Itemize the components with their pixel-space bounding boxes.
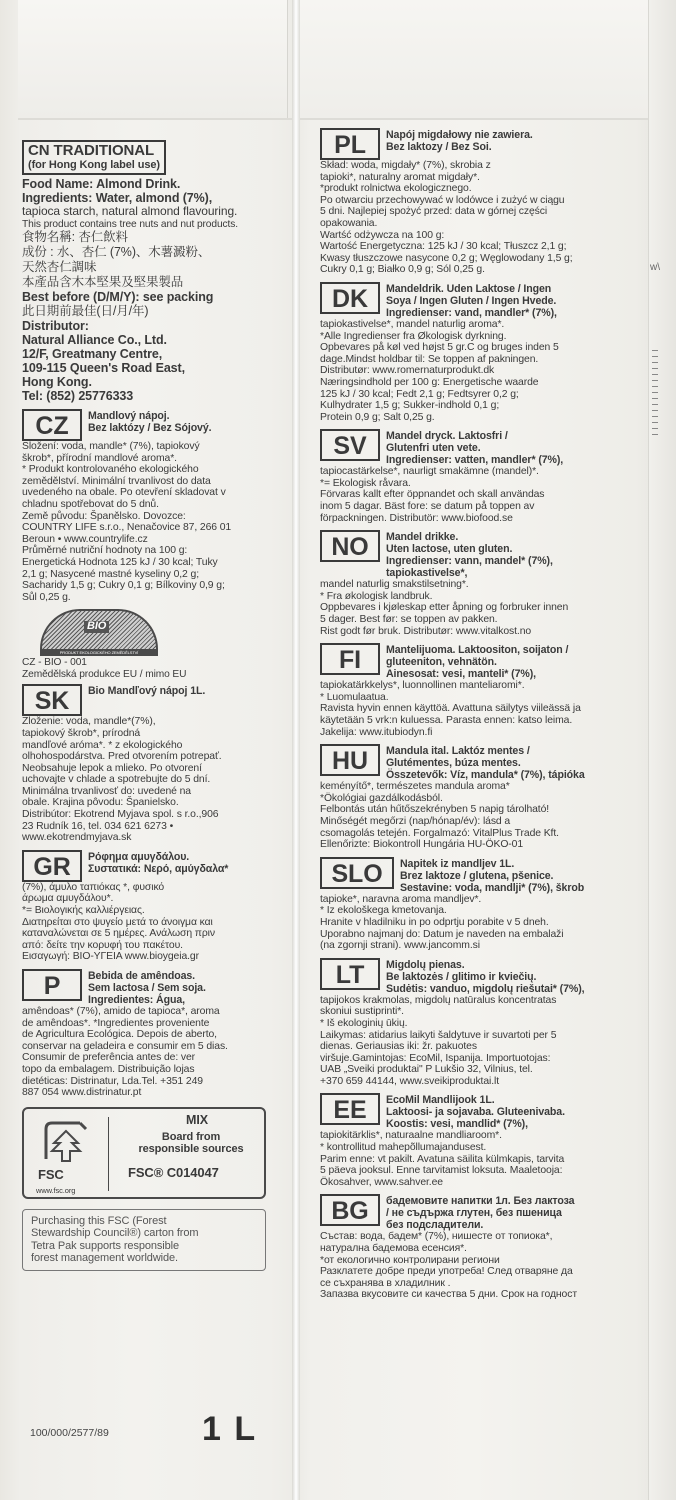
fsc-divider [108,1117,109,1191]
section-body [320,680,630,738]
language-code-box: LT [320,958,380,990]
hk-subtitle: (for Hong Kong label use) [28,159,160,171]
hk-allergen: This product contains tree nuts and nut products. [22,218,238,230]
body-line: Förvaras kallt efter öppnandet och skall användas [320,489,545,501]
carton-top-flap-left [18,0,288,118]
language-code-box: SV [320,429,380,461]
body-line: 2,1 g; Nasycené mastné kyseliny 0,2 g; [22,568,199,580]
section-header-text [386,429,563,466]
section-body [320,894,630,952]
body-line: Skład: woda, migdały* (7%), skrobia z [320,160,491,171]
section-body [320,466,630,524]
body-line: Sůl 0,25 g. [22,591,71,603]
fsc-logo-box [22,1107,266,1199]
body-line: skoniui sustiprinti*. [320,1006,404,1018]
header-line: Koostis: vesi, mandlid* (7%), [386,1118,528,1131]
body-line: Kulhydrater 1,5 g; Sukker-indhold 0,1 g; [320,400,500,412]
section-body [320,579,630,637]
body-line: Consumir de preferência antes de: ver [22,1052,196,1064]
hk-ingredients-cont: tapioca starch, natural almond flavouring. [22,204,238,218]
side-edge-ticks [652,350,658,440]
language-code-box: FI [320,643,380,675]
body-line: Запазва вкусовите си качества 5 дни. Срок на годност [320,1289,577,1301]
section-slo [320,857,630,952]
section-lt [320,958,630,1088]
hk-title: CN TRADITIONAL [28,142,155,159]
fsc-code: FSC® C014047 [128,1164,219,1180]
bio-code: CZ - BIO - 001 [22,657,87,669]
section-header [320,282,630,319]
header-line: Mandula ital. Laktóz mentes / [386,745,530,758]
fsc-note-line: Tetra Pak supports responsible [31,1239,180,1252]
section-no [320,530,630,637]
language-code-box: EE [320,1093,380,1125]
body-line: * kontrollitud mahepõllumajandusest. [320,1142,487,1154]
section-body [22,1006,284,1099]
header-line: Bez laktózy / Bez Sójový. [88,422,212,434]
body-line: * Produkt kontrolovaného ekologického [22,464,199,476]
header-line: Migdolų pienas. [386,958,465,971]
body-line: Laikymas: atidarius laikyti šaldytuve ir suvartoti per 5 [320,1029,557,1041]
section-body [320,1231,630,1301]
hk-best-before: Best before (D/M/Y): see packing [22,290,214,304]
body-line: από: δείτε την κορυφή του πακέτου. [22,939,183,951]
section-header [320,643,630,680]
body-line: tapioke*, naravna aroma mandljev*. [320,893,482,905]
body-line: 887 054 www.distrinatur.pt [22,1087,142,1099]
language-code-box: NO [320,530,380,562]
fsc-mix: MIX [186,1112,208,1127]
body-line: Průměrné nutriční hodnoty na 100 g: [22,545,188,557]
body-line: *Ökológiai gazdálkodásból. [320,792,443,804]
hk-distributor-line: 109-115 Queen's Road East, [22,361,185,375]
language-code-box: HU [320,744,380,776]
fsc-note [22,1209,266,1272]
section-body [320,160,630,276]
fsc-board-line: Board from [161,1130,221,1143]
body-line: 125 kJ / 30 kcal; Fedt 2,1 g; Fedtsyrer 0,2 g; [320,388,519,400]
section-sv [320,429,630,524]
header-line: gluteeniton, vehnätön. [386,656,497,669]
section-dk [320,282,630,423]
body-line: dage.Mindst holdbar til: Se toppen af pakningen. [320,353,539,365]
body-line: tapiokastivelse*, mandel naturlig aroma*. [320,318,505,330]
hk-distributor-line: Natural Alliance Co., Ltd. [22,333,167,347]
hk-distributor-line: Hong Kong. [22,375,92,389]
language-code-box: SLO [320,857,394,889]
body-line: Διατηρείται στο ψυγείο μετά το άνοιγμα και [22,916,213,928]
header-line: Ingredientes: Água, [88,994,185,1006]
body-line: Složení: voda, mandle* (7%), tapiokový [22,441,200,452]
hk-tel: Tel: (852) 25776333 [22,389,134,403]
body-line: Beroun • www.countrylife.cz [22,533,148,545]
section-gr [22,850,284,963]
fsc-note-line: Purchasing this FSC (Forest [31,1214,167,1227]
body-line: се съхранява в хладилник . [320,1277,451,1289]
body-line: uchovajte v chlade a spotrebujte do 5 dní. [22,774,211,786]
section-header [320,128,630,160]
section-bg [320,1194,630,1301]
body-line: tapiocastärkelse*, naurligt smakämne (mandel)*. [320,466,539,478]
carton-side-edge [648,0,676,1500]
body-line: tapijokos krakmolas, migdolų natūralus koncentratas [320,994,557,1006]
body-line: Състав: вода, бадем* (7%), нишесте от топиока*, [320,1231,553,1243]
header-line: Összetevők: Víz, mandula* (7%), tápióka [386,769,585,782]
fsc-board-line: responsible sources [138,1142,244,1155]
hk-cjk-ingredients: 成份 : 水、杏仁 (7%)、木薯澱粉、 [22,245,211,259]
header-line: Glutémentes, búza mentes. [386,757,521,770]
body-line: dienas. Geriausias iki: žr. pakuotes [320,1041,477,1053]
header-line: Laktoosi- ja sojavaba. Gluteenivaba. [386,1106,565,1119]
header-line: Bez laktozy / Bez Soi. [386,141,492,153]
body-line: tapiokový škrob*, prírodná [22,727,141,739]
section-header-text [88,684,205,697]
language-code-box: P [22,969,82,1001]
header-line: Napitek iz mandljev 1L. [400,857,515,870]
body-line: chladnu spotřebovat do 5 dnů. [22,498,159,510]
body-line: Hranite v hladilniku in po odprtju porabite v 5 dneh. [320,916,549,928]
body-line: (7%), άμυλο ταπιόκας *, φυσικό [22,881,165,893]
body-line: Felbontás után hűtőszekrényben 5 napig tárolható! [320,804,550,816]
body-line: škrob*, přírodní mandlové aroma*. [22,452,177,464]
header-line: Glutenfri uten vete. [386,442,481,455]
body-line: Ökosahver, www.sahver.ee [320,1176,443,1188]
body-line: olhohospodárstva. Pred otvorením potrepať. [22,751,222,763]
header-line: Brez laktoze / glutena, pšenice. [400,869,554,882]
body-line: www.ekotrendmyjava.sk [22,832,132,844]
header-line: Mandeldrik. Uden Laktose / Ingen [386,282,552,295]
section-body [320,1130,630,1188]
hk-cjk-name: 食物名稱: 杏仁飲料 [22,230,128,244]
body-line: * Luomulaatua. [320,691,389,703]
header-line: EcoMil Mandlijook 1L. [386,1094,495,1107]
body-line: *Alle Ingredienser fra Økologisk dyrkning. [320,330,507,342]
body-line: 5 dager. Best før: se toppen av pakken. [320,614,498,626]
section-pl [320,128,630,276]
header-line: Mandel dryck. Laktosfri / [386,430,508,443]
left-column [22,140,284,1271]
section-body [22,716,284,844]
body-line: 23 Rudník 16, tel. 034 621 6273 • [22,820,174,832]
body-line: dietéticas: Distrinatur, Lda.Tel. +351 249 [22,1075,203,1087]
body-line: Opbevares på køl ved højst 5 gr.C og bruges inden 5 [320,342,559,354]
section-header [320,857,630,894]
body-line: άρωμα αμυγδάλου*. [22,893,114,905]
language-code-box: GR [22,850,82,882]
body-line: opakowania. [320,217,378,229]
section-header [320,958,630,995]
body-line: COUNTRY LIFE s.r.o., Nenačovice 87, 266 01 [22,522,232,534]
language-code-box: BG [320,1194,380,1226]
body-line: Minimálna trvanlivosť do: uvedené na [22,785,191,797]
header-line: бадемовите напитки 1л. Без лактоза [386,1195,575,1208]
body-line: Jakelija: www.itubiodyn.fi [320,726,433,738]
bio-logo-arc [40,609,158,649]
header-line: Συστατικά: Νερό, αμύγδαλα* [88,862,229,875]
hk-label-box [22,140,166,175]
header-line: Ingredienser: vand, mandler* (7%), [386,306,557,319]
section-fi [320,643,630,738]
hk-ingredients: Ingredients: Water, almond (7%), [22,191,213,205]
body-line: *produkt rolnictwa ekologicznego. [320,183,472,195]
body-line: Neobsahuje lepok a mlieko. Po otvorení [22,762,202,774]
body-line: (na zgornji strani). www.jancomm.si [320,940,480,952]
bio-logo-text: BIO [84,621,109,633]
section-header [320,530,630,579]
fsc-url: www.fsc.org [36,1185,76,1195]
section-header-text [88,969,206,1006]
body-line: 5 päeva jooksul. Enne tarvitamist loksuta. Maaletooja: [320,1165,563,1177]
body-line: de amêndoas*. *Ingredientes proveniente [22,1017,210,1029]
fsc-label: FSC [38,1166,64,1182]
hk-distributor-line: 12/F, Greatmany Centre, [22,347,163,361]
body-line: Protein 0,9 g; Salt 0,25 g. [320,411,435,423]
section-header-text [386,530,630,579]
header-line: Napój migdałowy nie zawiera. [386,129,533,141]
section-header-text [88,409,212,434]
section-header [22,969,284,1006]
header-line: Be laktozės / glitimo ir kviečių. [386,970,537,983]
section-header [320,744,630,781]
body-line: * Fra økologisk landbruk. [320,590,433,602]
body-line: * Iz ekološkega kmetovanja. [320,905,447,917]
body-line: topo da embalagem. Distribuição lojas [22,1063,195,1075]
body-line: Wartość Energetyczna: 125 kJ / 30 kcal; Tłuszcz 2,1 g; [320,241,567,253]
body-line: inom 5 dagar. Bäst fore: se datum på toppen av [320,501,535,513]
section-body [320,995,630,1088]
volume-label: 1 L [202,1410,258,1448]
bio-band-text: PRODUKT EKOLOGICKÉHO ZEMĚDĚLSTVÍ [59,650,139,656]
body-line: Distributør: www.romernaturprodukt.dk [320,365,495,377]
body-line: mandľové aróma*. * z ekologického [22,739,183,751]
body-line: Næringsindhold per 100 g: Energetische waarde [320,376,539,388]
body-line: натурална бадемова есенсия*. [320,1243,467,1255]
body-line: *= Βιολογικής καλλιέργειας. [22,905,145,917]
section-header [22,684,284,716]
body-line: Uporabno najmanj do: Datum je naveden na embalaži [320,928,564,940]
section-header-text [386,128,533,153]
hk-food-name: Food Name: Almond Drink. [22,177,181,191]
body-line: Energetická Hodnota 125 kJ / 30 kcal; Tuky [22,556,218,568]
body-line: Kwasy tłuszczowe nasycone 0,2 g; Węglowodany 1,5 g; [320,252,573,264]
carton-top-flap-right [298,0,648,118]
hk-cjk-best-before: 此日期前最佳(日/月/年) [22,304,149,318]
body-line: Distribútor: Ekotrend Myjava spol. s r.o.,906 [22,809,219,821]
section-header [22,850,284,882]
header-line: Sestavine: voda, mandlji* (7%), škrob [400,881,585,894]
body-line: Εισαγωγή: ΒΙΟ-ΥΓΕΙΑ www.bioygeia.gr [22,951,199,963]
header-line: Ingredienser: vann, mandel* (7%), tapiokastivelse*, [386,555,553,580]
body-line: Po otwarciu przechowywać w lodówce i zużyć w ciągu [320,194,565,206]
section-cz [22,409,284,603]
header-line: Bio Mandľový nápoj 1L. [88,685,206,698]
body-line: tapiokitärklis*, naturaalne mandliaroom*. [320,1130,502,1142]
section-header [320,1093,630,1130]
body-line: Rist godt før bruk. Distributør: www.vitalkost.no [320,625,532,637]
section-p [22,969,284,1099]
body-line: Разклатете добре преди употреба! След отваряне да [320,1266,573,1278]
body-line: Wartść odżywcza na 100 g: [320,229,445,241]
language-code-box: PL [320,128,380,160]
body-line: * Iš ekologinių ūkių. [320,1017,408,1029]
body-line: förpackningen. Distributör: www.biofood.se [320,512,513,524]
header-line: Mantelijuoma. Laktoositon, soijaton / [386,644,569,657]
body-line: tapioki*, naturalny aromat migdały*. [320,171,480,183]
fold-line [18,118,648,120]
section-header-text [400,857,584,894]
body-line: καταναλώνεται σε 5 ημέρες. Ανάλωση πριν [22,928,215,940]
section-body [320,781,630,851]
body-line: uvedeného na obale. Po otevření skladovat v [22,487,226,499]
section-hu [320,744,630,851]
fsc-note-line: Stewardship Council®) carton from [31,1227,199,1240]
header-line: Ainesosat: vesi, manteli* (7%), [386,668,536,681]
section-body [22,441,284,603]
body-line: Ravista hyvin ennen käyttöä. Avattuna säilytys viileässä ja [320,703,581,715]
body-line: Země původu: Španělsko. Dovozce: [22,510,186,522]
body-line: Minőségét megőrzi (nap/hónap/év): lásd a [320,815,511,827]
bio-origin: Zemědělská produkce EU / mimo EU [22,668,187,680]
body-line: Parim enne: vt pakilt. Avatuna säilita külmkapis, tarvita [320,1153,565,1165]
body-line: 5 dni. Najlepiej spożyć przed: data w górnej części [320,206,548,218]
body-line: amêndoas* (7%), amido de tapioca*, aroma [22,1006,220,1017]
right-column [320,128,630,1307]
body-line: +370 659 44144, www.sveikiproduktai.lt [320,1075,500,1087]
body-line: keményítő*, természetes mandula aroma* [320,781,510,793]
header-line: Ingredienser: vatten, mandler* (7%), [386,454,564,467]
body-line: conservar na geladeira e consumir em 5 dias. [22,1040,228,1052]
body-line: zemědělství. Minimální trvanlivost do data [22,475,211,487]
bio-logo [40,609,190,655]
body-line: Zloženie: voda, mandle*(7%), [22,716,156,728]
body-line: tapiokatärkkelys*, luonnollinen manteliaromi*. [320,680,525,692]
section-body [22,882,284,963]
header-line: Ρόφημα αμυγδάλου. [88,850,190,863]
body-line: Sacharidy 1,5 g; Cukry 0,1 g; Bílkoviny 0,9 g; [22,580,225,592]
section-header-text [386,643,568,680]
body-line: Ellenőrizte: Biokontroll Hungária HU-ÖKO-01 [320,839,524,851]
body-line: *от екологично контролирани региони [320,1254,500,1266]
language-code-box: DK [320,282,380,314]
section-header-text [386,744,585,781]
header-line: Mandel drikke. [386,531,459,544]
language-code-box: SK [22,684,82,716]
bio-logo-band [40,649,158,656]
header-line: Uten lactose, uten gluten. [386,543,513,556]
body-line: viršuje.Gamintojas: EcoMil, Ispanija. Importuotojas: [320,1052,551,1064]
body-line: de Agricultura Ecológica. Depois de aberto, [22,1029,217,1041]
section-header-text [88,850,228,875]
side-edge-mark: w\ [650,262,660,273]
fsc-note-line: forest management worldwide. [31,1251,178,1264]
hk-cjk-allergen: 本產品含木本堅果及堅果製品 [22,275,184,289]
footer-code: 100/000/2577/89 [30,1427,109,1439]
section-header [320,429,630,466]
header-line: Bebida de amêndoas. [88,970,196,982]
section-header-text [386,282,557,319]
header-line: Sudėtis: vanduo, migdolų riešutai* (7%), [386,982,585,995]
fsc-board [116,1131,266,1155]
section-header-text [386,958,584,995]
header-line: Soya / Ingen Gluten / Ingen Hvede. [386,294,557,307]
section-header [320,1194,630,1231]
body-line: csomagolás tetején. Forgalmazó: VitalPlus Trade Kft. [320,827,559,839]
header-line: Sem lactosa / Sem soja. [88,982,206,994]
hk-cjk-ingredients-2: 天然杏仁調味 [22,260,97,274]
language-code-box: CZ [22,409,82,441]
body-line: obale. Krajina pôvodu: Španielsko. [22,797,179,809]
section-header-text [386,1093,565,1130]
carton-seam [292,0,300,1500]
body-line: Oppbevares i kjøleskap etter åpning og forbruker innen [320,602,569,614]
header-line: без подсладители. [386,1219,484,1232]
header-line: / не съдържа глутен, без пшеница [386,1207,562,1220]
section-header-text [386,1194,574,1231]
header-line: Mandlový nápoj. [88,410,170,422]
hk-distributor-label: Distributor: [22,319,89,333]
body-line: mandel naturlig smakstilsetning*. [320,579,469,591]
section-body [320,319,630,423]
section-ee [320,1093,630,1188]
body-line: *= Ekologisk råvara. [320,477,411,489]
section-header [22,409,284,441]
fsc-tree-icon [40,1119,90,1167]
body-line: Cukry 0,1 g; Białko 0,9 g; Sól 0,25 g. [320,264,485,276]
body-line: UAB „Sveiki produktai" P Lukšio 32, Vilnius, tel. [320,1064,533,1076]
body-line: käytetään 5 vrk:n kuluessa. Parasta ennen: katso leima. [320,715,573,726]
section-sk [22,684,284,844]
